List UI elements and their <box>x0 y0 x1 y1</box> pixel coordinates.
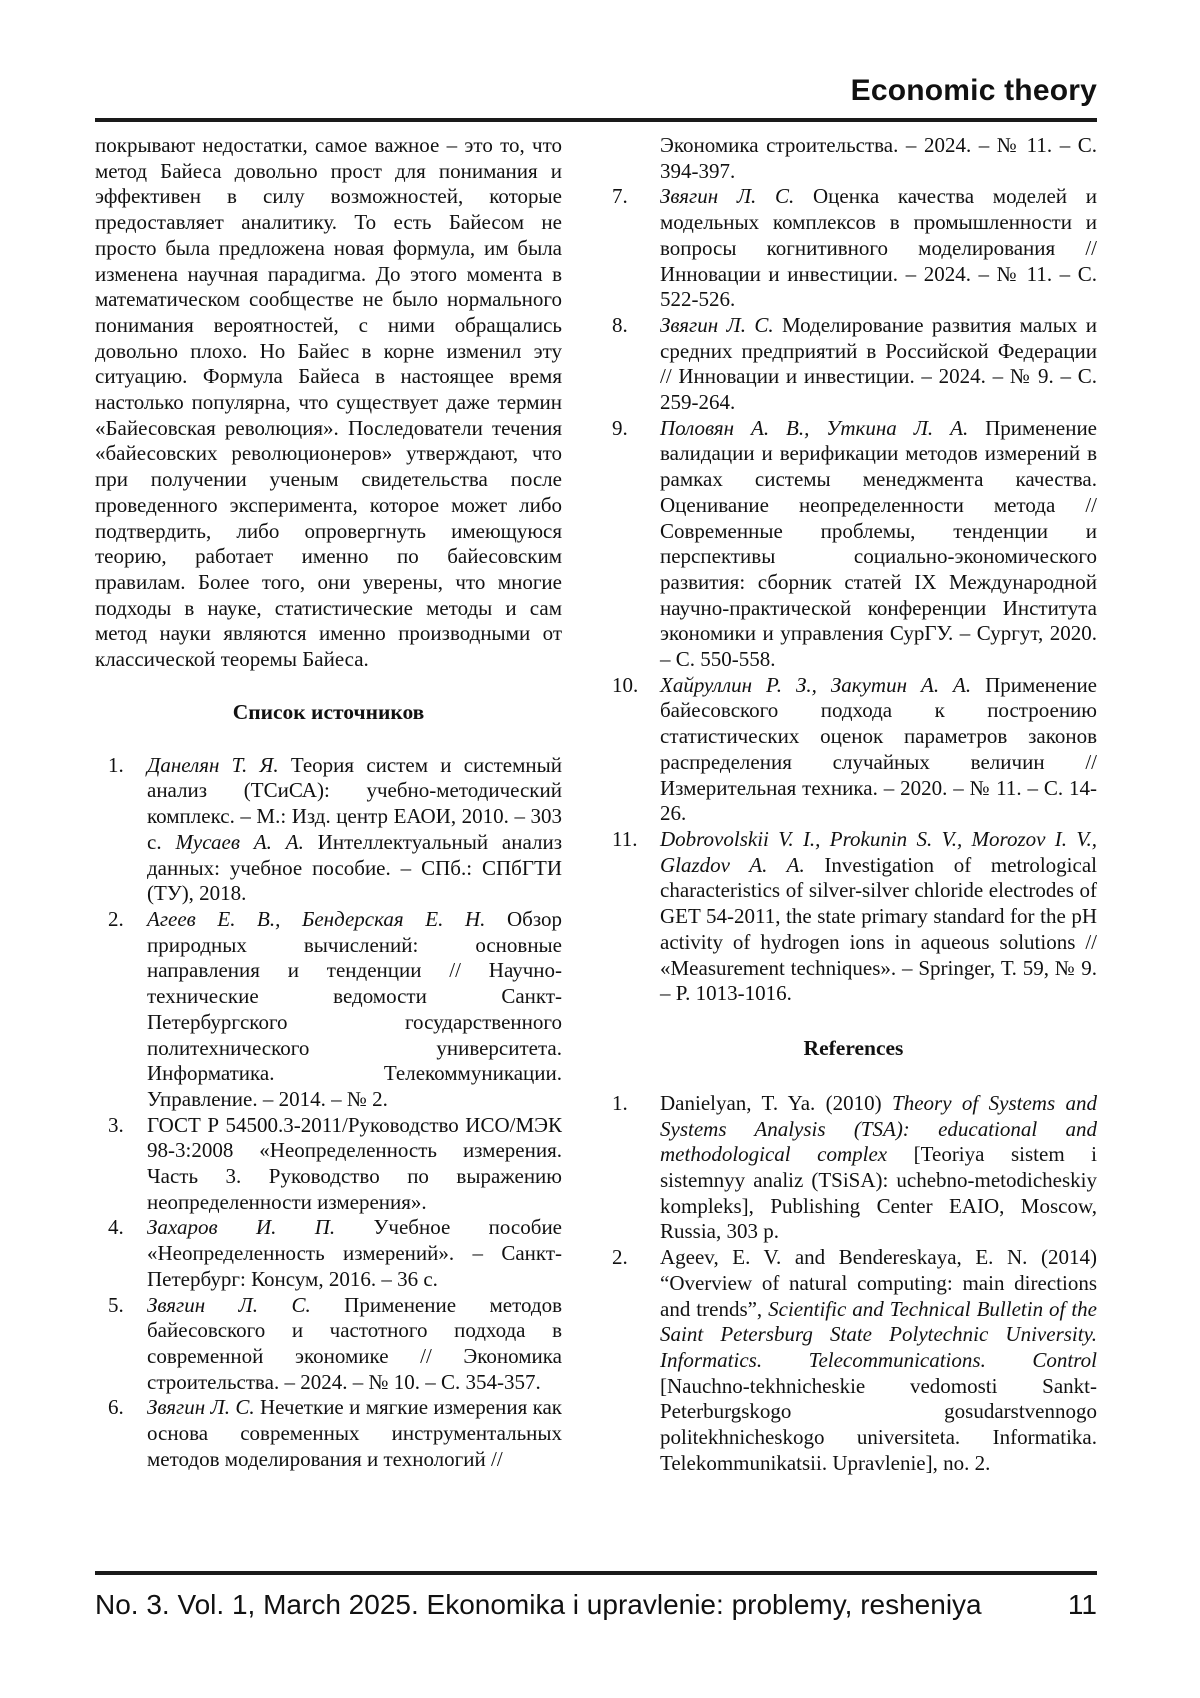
footer-page-number: 11 <box>1067 1589 1097 1620</box>
reference-item-number: 3. <box>108 1112 124 1137</box>
reference-item-text: Звягин Л. С. Моделирование развития малых и средних предприятий в Российской Федерации // Инновации и инвестиции. – 2024. – № 9. – С. 259-264. <box>660 312 1097 415</box>
reference-item-text: Звягин Л. С. Применение методов байесовского и частотного подхода в современной экономике // Экономика строительства. – 2024. – № 10. – С. 354-357. <box>147 1292 562 1394</box>
reference-item <box>95 907 562 1113</box>
left-column <box>95 133 562 1476</box>
sources-heading: Список источников <box>232 699 425 724</box>
header-rule <box>95 118 1097 122</box>
reference-item <box>610 313 1097 416</box>
intro-paragraph: покрывают недостатки, самое важное – это то, что метод Байеса довольно прост для понимания и эффективен в силу возможностей, которые предоставляет аналитику. То есть Байесом не просто была предложена новая формула, им была изменена научная парадигма. До этого момента в математическом сообществе не было нормального понимания вероятностей, с ними обращались довольно плохо. Но Байес в корне изменил эту ситуацию. Формула Байеса в настоящее время настолько популярна, что существует даже термин «Байесовская революция». Последователи течения «байесовских революционеров» утверждают, что при получении ученым свидетельства после проведенного эксперимента, которое может либо подтвердить, либо опровергнуть имеющуюся теорию, работает именно по байесовским правилам. Более того, они уверены, что многие подходы в науке, статистические методы и сам метод науки являются именно производными от классической теоремы Байеса. <box>95 133 562 672</box>
reference-item <box>95 753 562 907</box>
reference-item-text: Звягин Л. С. Нечеткие и мягкие измерения как основа современных инструментальных методов моделирования и технологий // <box>147 1395 563 1471</box>
footer-rule <box>95 1571 1097 1575</box>
reference-item <box>95 1395 562 1472</box>
reference-item-number: 6. <box>108 1395 124 1420</box>
section-title: Economic theory <box>850 74 1097 107</box>
reference-item-number: 10. <box>612 672 639 697</box>
reference-item <box>95 1293 562 1396</box>
reference-item-text: Агеев Е. В., Бендерская Е. Н. Обзор природных вычислений: основные направления и тенденции // Научно-технические ведомости Санкт-Петербургского государственного политехнического университета. Информатика. Телекоммуникации. Управление. – 2014. – № 2. <box>147 906 562 1111</box>
right-column <box>610 133 1097 1476</box>
two-column-content <box>95 133 1097 1476</box>
reference-item <box>610 1091 1097 1245</box>
reference-item <box>610 416 1097 673</box>
reference-item-number: 4. <box>108 1215 124 1240</box>
reference-item-text: Звягин Л. С. Оценка качества моделей и модельных комплексов в промышленности и вопросы когнитивного моделирования // Инновации и инвестиции. – 2024. – № 11. – С. 522-526. <box>660 184 1097 312</box>
reference-item-text: ГОСТ Р 54500.3-2011/Руководство ИСО/МЭК 98-3:2008 «Неопределенность измерения. Часть 3. Руководство по выражению неопределенности измерения». <box>147 1112 562 1214</box>
reference-item-text: Хайруллин Р. З., Закутин А. А. Применение байесовского подхода к построению статистических оценок параметров законов распределения случайных величин // Измерительная техника. – 2020. – № 11. – С. 14-26. <box>660 672 1097 826</box>
references-list <box>610 1091 1097 1477</box>
reference-item-text: Ageev, E. V. and Bendereskaya, E. N. (2014) “Overview of natural computing: main directions and trends”, Scientific and Technical Bulletin of the Saint Petersburg State Polytechnic University. Informatics. Telecommunications. Control [Nauchno-tekhnicheskie vedomosti Sankt-Peterburgskogo gosudarstvennogo politekhnicheskogo universiteta. Informatika. Telekommunikatsii. Upravlenie], no. 2. <box>660 1245 1097 1475</box>
reference-item-number: 9. <box>612 415 628 440</box>
reference-item-text: Половян А. В., Уткина Л. А. Применение валидации и верификации методов измерений в рамках системы менеджмента качества. Оценивание неопределенности метода // Современные проблемы, тенденции и перспективы социально-экономического развития: сборник статей IX Международной научно-практической конференции Института экономики и управления СурГУ. – Сургут, 2020. – С. 550-558. <box>660 415 1097 672</box>
reference-item-text: Danielyan, T. Ya. (2010) Theory of Systems and Systems Analysis (TSA): educational and methodological complex [Teoriya sistem i sistemnyy analiz (TSiSA): uchebno-metodicheskiy kompleks], Publishing Center EAIO, Moscow, Russia, 303 p. <box>660 1090 1097 1244</box>
reference-item-number: 11. <box>612 826 638 851</box>
footer <box>95 1589 1097 1621</box>
reference-item <box>610 1245 1097 1476</box>
reference-item <box>610 827 1097 1007</box>
footer-issue-info: No. 3. Vol. 1, March 2025. Ekonomika i upravlenie: problemy, resheniya <box>95 1589 982 1620</box>
reference-item-number: 7. <box>612 184 628 209</box>
reference-item-number: 2. <box>108 906 124 931</box>
sources-list-right <box>610 184 1097 1007</box>
source-item-continuation: Экономика строительства. – 2024. – № 11. – С. 394-397. <box>660 133 1097 183</box>
reference-item <box>95 1113 562 1216</box>
reference-item-text: Данелян Т. Я. Теория систем и системный анализ (ТСиСА): учебно-методический комплекс. – М.: Изд. центр ЕАОИ, 2010. – 303 с. Мусаев А. А. Интеллектуальный анализ данных: учебное пособие. – СПб.: СПбГТИ (ТУ), 2018. <box>147 752 562 906</box>
reference-item-number: 8. <box>612 312 628 337</box>
reference-item-number: 2. <box>612 1245 628 1270</box>
references-heading: References <box>803 1035 904 1060</box>
reference-item <box>95 1215 562 1292</box>
reference-item-text: Dobrovolskii V. I., Prokunin S. V., Morozov I. V., Glazdov A. A. Investigation of metrological characteristics of silver-silver chloride electrodes of GET 54-2011, the state primary standard for the pH activity of hydrogen ions in aqueous solutions // «Measurement techniques». – Springer, Т. 59, № 9. – P. 1013-1016. <box>660 826 1097 1006</box>
reference-item <box>610 184 1097 313</box>
reference-item-number: 1. <box>612 1090 628 1115</box>
reference-item-number: 1. <box>108 752 124 777</box>
reference-item-text: Захаров И. П. Учебное пособие «Неопределенность измерений». – Санкт-Петербург: Консум, 2016. – 36 с. <box>147 1215 562 1291</box>
sources-list-left <box>95 753 562 1473</box>
reference-item <box>610 673 1097 827</box>
reference-item-number: 5. <box>108 1292 124 1317</box>
